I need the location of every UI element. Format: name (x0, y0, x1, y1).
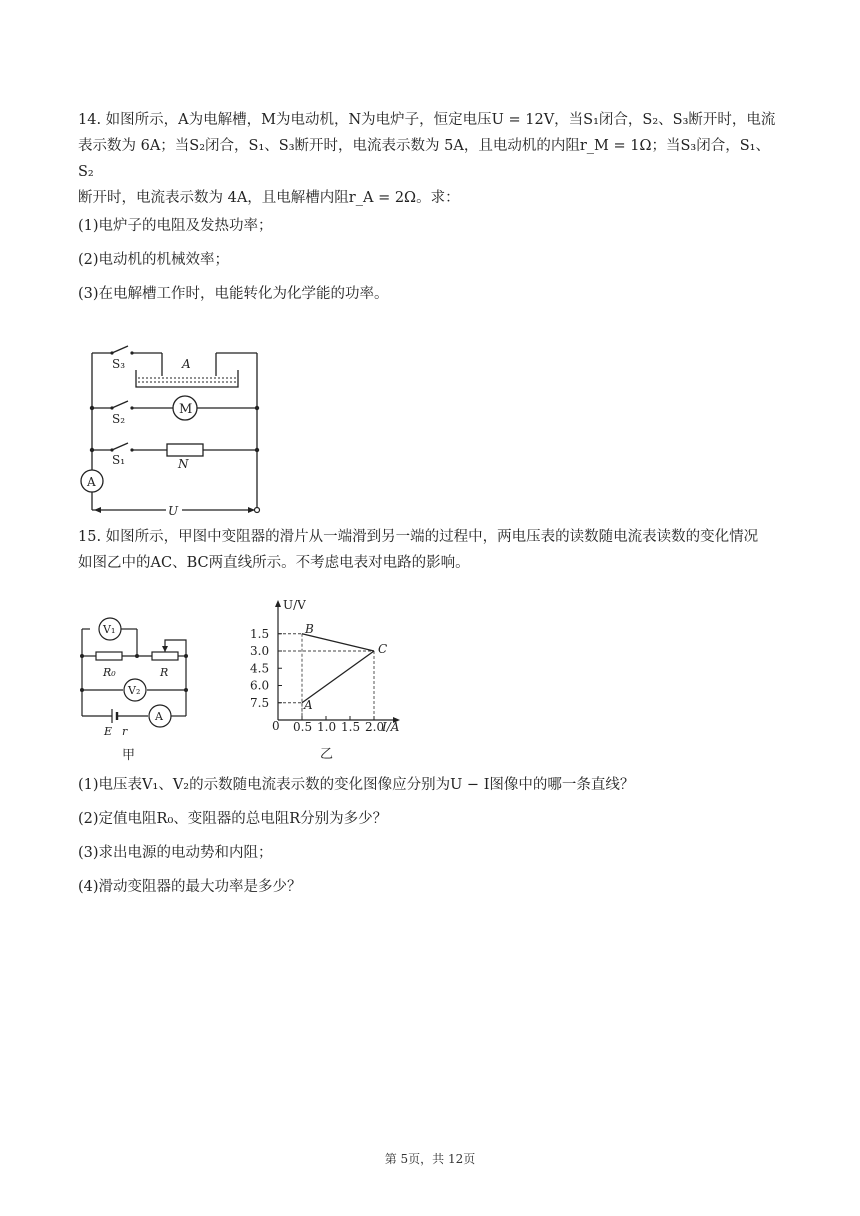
x-tick-label: 0.5 (293, 720, 313, 734)
y-tick-label: 7.5 (250, 695, 270, 710)
x-axis-label: I/A (382, 720, 400, 734)
q14-line-3: 断开时，电流表示数为 4A，且电解槽内阻r_A = 2Ω。求： (78, 190, 460, 206)
point-label-c: C (378, 642, 388, 656)
point-label-b: B (305, 621, 314, 636)
q15-line-2: 如图乙中的AC、BC两直线所示。不考虑电表对电路的影响。 (78, 555, 470, 571)
e-label: E (104, 725, 113, 738)
y-tick-label: 4.5 (250, 661, 270, 676)
q15-ui-graph (248, 596, 418, 768)
caption-jia: 甲 (122, 748, 136, 763)
q14-circuit-diagram (70, 340, 280, 522)
caption-yi: 乙 (320, 747, 334, 762)
q15-subquestion-3: (3)求出电源的电动势和内阻； (78, 845, 273, 861)
label-tank-a: A (182, 357, 191, 371)
label-n: N (178, 457, 189, 471)
label-s1: S₁ (112, 453, 126, 467)
y-tick-label: 1.5 (250, 626, 270, 641)
y-tick-label: 3.0 (250, 644, 270, 658)
point-label-a: A (304, 697, 313, 712)
x-tick-label: 1.5 (341, 720, 361, 734)
r0-label: R₀ (103, 666, 116, 679)
y-tick-label: 6.0 (250, 678, 270, 693)
r-label: R (160, 666, 169, 679)
internal-r-label: r (122, 725, 128, 738)
q15-subquestion-1: (1)电压表V₁、V₂的示数随电流表示数的变化图像应分别为U − I图像中的哪一条直线？ (78, 777, 635, 793)
question-15-text (78, 524, 784, 576)
q15-line-1: 15. 如图所示，甲图中变阻器的滑片从一端滑到另一端的过程中，两电压表的读数随电流表读数的变化情况 (78, 529, 759, 545)
x-tick-label: 1.0 (317, 720, 337, 734)
q14-subquestion-3: (3)在电解槽工作时，电能转化为化学能的功率。 (78, 286, 389, 302)
q14-subquestion-1: (1)电炉子的电阻及发热功率； (78, 218, 273, 234)
q14-line-2: 表示数为 6A；当S₂闭合，S₁、S₃断开时，电流表示数为 5A，且电动机的内阻r_M = 1Ω；当S₃闭合，S₁、S₂ (78, 138, 770, 180)
label-s2: S₂ (112, 412, 126, 426)
label-s3: S₃ (112, 357, 126, 371)
q15-circuit-diagram (70, 615, 200, 765)
q14-subquestion-2: (2)电动机的机械效率； (78, 252, 230, 268)
q14-line-1: 14. 如图所示，A为电解槽，M为电动机，N为电炉子，恒定电压U = 12V，当S₁闭合，S₂、S₃断开时，电流 (78, 112, 776, 128)
y-axis-label: U/V (283, 598, 306, 612)
series-line-bc (302, 634, 374, 651)
page-footer: 第 5页，共 12页 (384, 1152, 476, 1166)
motor-m-label: M (179, 402, 193, 417)
ammeter-label: A (87, 475, 96, 489)
label-u: U (168, 504, 179, 518)
q15-subquestion-4: (4)滑动变阻器的最大功率是多少？ (78, 879, 302, 895)
origin-label: 0 (272, 719, 280, 733)
v1-label: V₁ (103, 623, 116, 636)
x-tick-label: 2.0 (365, 720, 385, 734)
series-line-ac (302, 651, 374, 703)
v2-label: V₂ (128, 684, 141, 697)
q15-subquestion-2: (2)定值电阻R₀、变阻器的总电阻R分别为多少？ (78, 811, 388, 827)
ammeter-label: A (155, 710, 163, 723)
question-14-text (78, 107, 784, 211)
